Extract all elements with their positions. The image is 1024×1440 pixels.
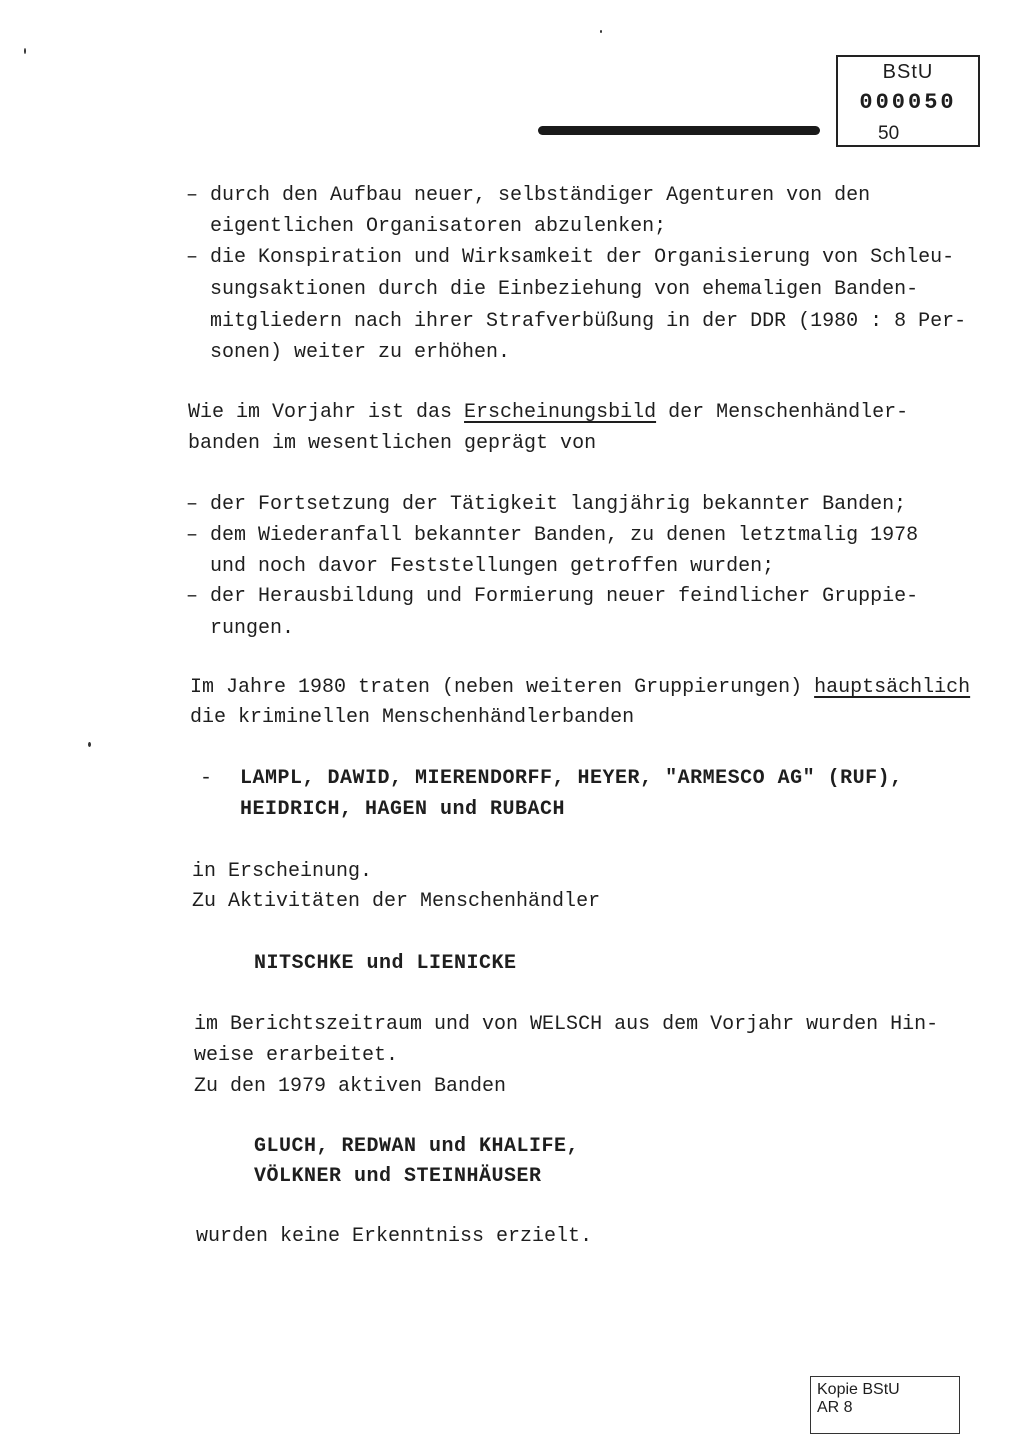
bullet-dash: – <box>186 246 199 269</box>
names-line: HEIDRICH, HAGEN und RUBACH <box>240 798 566 821</box>
scan-speck <box>600 30 602 33</box>
names-line: NITSCHKE und LIENICKE <box>254 952 517 975</box>
names-line: GLUCH, REDWAN und KHALIFE, <box>254 1135 580 1158</box>
bullet-dash: - <box>200 767 213 790</box>
paragraph-line: in Erscheinung. <box>192 860 373 883</box>
scan-speck <box>24 48 26 54</box>
archive-stamp <box>836 55 980 147</box>
list-item-line: der Fortsetzung der Tätigkeit langjährig bekannter Banden; <box>210 493 907 516</box>
list-item-line: der Herausbildung und Formierung neuer feindlicher Gruppie- <box>210 585 919 608</box>
list-item-line: dem Wiederanfall bekannter Banden, zu denen letztmalig 1978 <box>210 524 919 547</box>
copy-stamp <box>810 1376 960 1434</box>
bullet-dash: – <box>186 184 199 207</box>
paragraph-line: im Berichtszeitraum und von WELSCH aus dem Vorjahr wurden Hin- <box>194 1013 939 1036</box>
paragraph-line: die kriminellen Menschenhändlerbanden <box>190 706 635 729</box>
list-item-line: sonen) weiter zu erhöhen. <box>210 341 511 364</box>
stamp-page-number: 50 <box>878 123 900 144</box>
underlined-term: Erscheinungsbild <box>464 401 657 424</box>
stamp-number: 000050 <box>859 90 957 115</box>
bullet-dash: – <box>186 524 199 547</box>
bullet-dash: – <box>186 493 199 516</box>
copy-stamp-line: Kopie BStU <box>817 1381 900 1398</box>
copy-stamp-line: AR 8 <box>817 1399 853 1416</box>
paragraph-line: banden im wesentlichen geprägt von <box>188 432 597 455</box>
text-span: Im Jahre 1980 traten (neben weiteren Gruppierungen) <box>190 676 815 699</box>
scan-speck <box>88 742 91 747</box>
text-span: Wie im Vorjahr ist das <box>188 401 465 424</box>
underlined-term: hauptsächlich <box>814 676 971 699</box>
list-item-line: sungsaktionen durch die Einbeziehung von ehemaligen Banden- <box>210 278 919 301</box>
list-item-line: die Konspiration und Wirksamkeit der Organisierung von Schleu- <box>210 246 955 269</box>
names-line: LAMPL, DAWID, MIERENDORFF, HEYER, "ARMESCO AG" (RUF), <box>240 767 903 790</box>
list-item-line: und noch davor Feststellungen getroffen wurden; <box>210 555 775 578</box>
paragraph-line <box>188 401 908 425</box>
redaction-bar <box>538 126 820 135</box>
paragraph-line: weise erarbeitet. <box>194 1044 399 1067</box>
list-item-line: rungen. <box>210 617 295 640</box>
names-line: VÖLKNER und STEINHÄUSER <box>254 1165 542 1188</box>
paragraph-line <box>190 676 970 700</box>
paragraph-line: Zu den 1979 aktiven Banden <box>194 1075 507 1098</box>
text-span: der Menschenhändler- <box>656 401 909 424</box>
bullet-dash: – <box>186 585 199 608</box>
stamp-agency: BStU <box>882 61 934 83</box>
list-item-line: eigentlichen Organisatoren abzulenken; <box>210 215 667 238</box>
paragraph-line: Zu Aktivitäten der Menschenhändler <box>192 890 601 913</box>
closing-line: wurden keine Erkenntniss erzielt. <box>196 1225 593 1248</box>
list-item-line: durch den Aufbau neuer, selbständiger Agenturen von den <box>210 184 871 207</box>
list-item-line: mitgliedern nach ihrer Strafverbüßung in der DDR (1980 : 8 Per- <box>210 310 967 333</box>
